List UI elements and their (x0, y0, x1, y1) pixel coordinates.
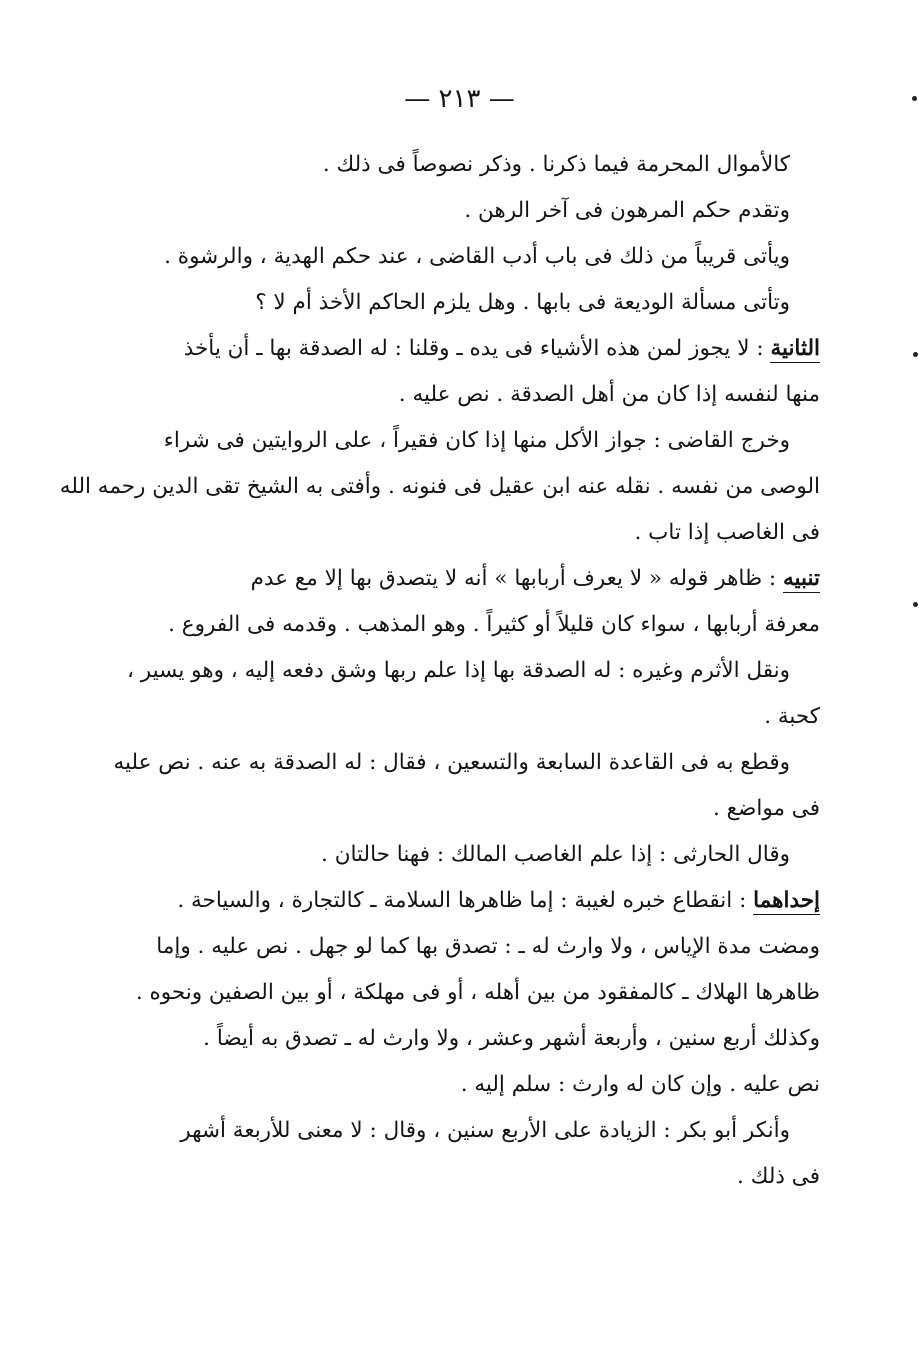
text-line: فى مواضع . (713, 796, 820, 821)
scan-speck (912, 96, 917, 101)
text-line: نص عليه . وإن كان له وارث : سلم إليه . (460, 1072, 820, 1097)
scan-speck (913, 352, 918, 357)
section-keyword: تنبيه (783, 566, 820, 591)
body-text (59, 142, 820, 1200)
text-span: : لا يجوز لمن هذه الأشياء فى يده ـ وقلنا : له الصدقة بها ـ أن يأخذ (183, 336, 764, 361)
text-span: : انقطاع خبره لغيبة : إما ظاهرها السلامة ـ كالتجارة ، والسياحة . (177, 888, 747, 913)
section-keyword-underline (753, 888, 820, 915)
text-line: وقطع به فى القاعدة السابعة والتسعين ، فقال : له الصدقة به عنه . نص عليه (113, 750, 790, 775)
text-line: كالأموال المحرمة فيما ذكرنا . وذكر نصوصاً فى ذلك . (322, 152, 790, 177)
scan-speck (913, 602, 918, 607)
text-line: الوصى من نفسه . نقله عنه ابن عقيل فى فنونه . وأفتى به الشيخ تقى الدين رحمه الله (59, 474, 820, 499)
text-line: وتأتى مسألة الوديعة فى بابها . وهل يلزم الحاكم الأخذ أم لا ؟ (255, 290, 790, 315)
text-line: وتقدم حكم المرهون فى آخر الرهن . (464, 198, 790, 223)
text-line: ويأتى قريباً من ذلك فى باب أدب القاضى ، عند حكم الهدية ، والرشوة . (164, 244, 790, 269)
text-line: ظاهرها الهلاك ـ كالمفقود من بين أهله ، أو فى مهلكة ، أو بين الصفين ونحوه . (135, 980, 820, 1005)
keyword-line (150, 878, 820, 924)
text-line: كحبة . (764, 704, 820, 729)
text-line: منها لنفسه إذا كان من أهل الصدقة . نص عليه . (398, 382, 820, 407)
text-line: وقال الحارثى : إذا علم الغاصب المالك : فهنا حالتان . (321, 842, 790, 867)
text-line: معرفة أربابها ، سواء كان قليلاً أو كثيراً . وهو المذهب . وقدمه فى الفروع . (168, 612, 820, 637)
section-keyword: إحداهما (753, 888, 820, 913)
text-line: ونقل الأثرم وغيره : له الصدقة بها إذا علم ربها وشق دفعه إليه ، وهو يسير ، (127, 658, 790, 683)
section-keyword-underline (783, 566, 820, 593)
keyword-line (150, 326, 820, 372)
section-keyword-underline (770, 336, 820, 363)
page-number: — ٢١٣ — (404, 84, 515, 114)
text-line: وخرج القاضى : جواز الأكل منها إذا كان فقيراً ، على الروايتين فى شراء (163, 428, 790, 453)
text-line: وكذلك أربع سنين ، وأربعة أشهر وعشر ، ولا وارث له ـ تصدق به أيضاً . (203, 1026, 820, 1051)
text-line: ومضت مدة الإياس ، ولا وارث له ـ : تصدق بها كما لو جهل . نص عليه . وإما (156, 934, 820, 959)
section-keyword: الثانية (770, 336, 820, 361)
keyword-line (150, 556, 820, 602)
text-span: : ظاهر قوله « لا يعرف أربابها » أنه لا يتصدق بها إلا مع عدم (250, 566, 777, 591)
text-line: فى الغاصب إذا تاب . (634, 520, 820, 545)
text-line: وأنكر أبو بكر : الزيادة على الأربع سنين ، وقال : لا معنى للأربعة أشهر (180, 1118, 790, 1143)
text-line: فى ذلك . (737, 1164, 820, 1189)
